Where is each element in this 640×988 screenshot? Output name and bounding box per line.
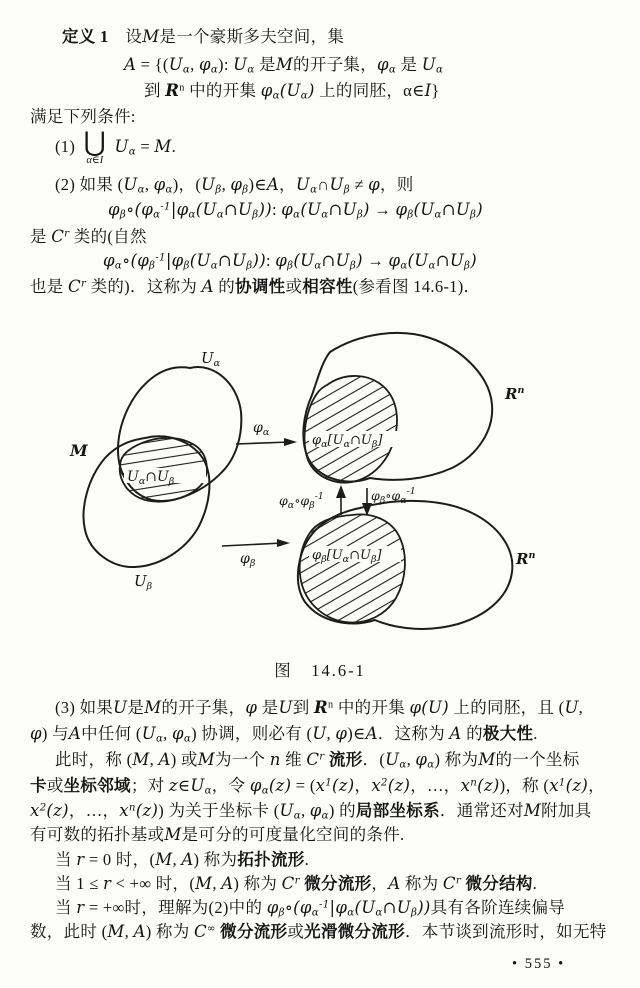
transition-up-label: $\varphi_\alpha\circ\varphi_\beta^{-1}$ — [279, 491, 324, 511]
definition-heading-line: 定义 1 设M是一个豪斯多夫空间，集 — [62, 27, 345, 46]
image-alpha-region — [305, 376, 397, 483]
overlap-label: $U_\alpha\cap U_\beta$ — [127, 469, 175, 487]
transition-down-label: $\varphi_\beta\circ\varphi_\alpha^{-1}$ — [371, 486, 416, 506]
U-beta-label: $U_\beta$ — [134, 572, 153, 592]
phi-beta-label: $\varphi_\beta$ — [240, 551, 256, 569]
manifold-definition-line-2: 卡或坐标邻域；对 $z\in U_\alpha$，令 $\varphi_\alpha(z) = (x^1(z)$，$x^2(z)$，…，$x^n(z)$)，称 ($x^1(z)$， — [30, 776, 605, 797]
topological-manifold-line: 当 r = 0 时，(M, A) 称为拓扑流形. — [55, 850, 309, 869]
condition-1-equation: $U_\alpha = M$. — [114, 136, 176, 158]
transition-up-arrowhead — [336, 485, 346, 498]
cr-class-line-1: 是 $C^r$ 类的(自然 — [30, 227, 147, 246]
phi-alpha-arrowhead — [284, 438, 297, 446]
union-symbol: ⋃ — [83, 127, 107, 157]
transition-formula-1: $\varphi_\beta\circ(\varphi_\alpha^{-1}|\varphi_\alpha(U_\alpha\cap U_\beta))$: $\varphi_\alpha(U_\alpha\cap U_\beta)$ → $\varphi_\beta(U_\alpha\cap U_\beta)$ — [108, 200, 483, 221]
manifold-definition-line-4: 有可数的拓扑基或M是可分的可度量化空间的条件. — [30, 825, 405, 844]
image-beta-region — [300, 514, 405, 622]
atlas-set-line-2: 到 $R^n$ 中的开集 $\varphi_\alpha(U_\alpha)$ 上的同胚，α∈I} — [144, 81, 440, 102]
condition-3-line-1: (3) 如果U是M的开子集，φ 是U到 $R^n$ 中的开集 φ(U) 上的同胚，且 (U, — [55, 698, 584, 717]
phi-beta-arrowhead — [277, 539, 290, 547]
phi-beta-arrow — [222, 543, 283, 546]
conditions-intro-line: 满足下列条件: — [30, 107, 136, 126]
manifold-definition-line-1: 此时，称 (M, A) 或M为一个 n 维 $C^r$ 流形．($U_\alpha$, $\varphi_\alpha$) 称为M的一个坐标 — [55, 750, 580, 771]
union-limits: α∈I — [86, 154, 104, 166]
manifold-definition-line-3: $x^2(z)$，…，$x^n(z)$) 为关于坐标卡 ($U_\alpha$, $\varphi_\alpha$) 的局部坐标系．通常还对M附加具 — [30, 801, 592, 822]
phi-alpha-label: $\varphi_\alpha$ — [253, 420, 270, 438]
manifold-M-label: M — [70, 441, 88, 460]
union-operator — [83, 127, 107, 166]
smooth-manifold-line-1: 当 r = +∞时，理解为(2)中的 $\varphi_\beta\circ(\varphi_\alpha^{-1}|\varphi_\alpha(U_\alpha\cap U_\beta))$具有各阶连续偏导 — [55, 898, 566, 919]
manifold-charts-figure — [0, 325, 640, 657]
phi-alpha-arrow — [236, 442, 290, 444]
figure-caption: 图 14.6-1 — [274, 661, 366, 680]
condition-1-line — [55, 127, 176, 166]
image-beta-label: $\varphi_\beta[U_\alpha\cap U_\beta]$ — [312, 548, 382, 565]
image-alpha-label: $\varphi_\alpha[U_\alpha\cap U_\beta]$ — [312, 433, 383, 450]
condition-2-line: (2) 如果 ($U_\alpha$, $\varphi_\alpha$)，($U_\beta$, $\varphi_\beta)\in A$，$U_\alpha\cap U_\beta \ne \varphi$，则 — [55, 175, 414, 196]
Rn-bottom-label: $R^n$ — [516, 550, 536, 568]
transition-formula-2: $\varphi_\alpha\circ(\varphi_\beta^{-1}|\varphi_\beta(U_\alpha\cap U_\beta))$: $\varphi_\beta(U_\alpha\cap U_\beta)$ → $\varphi_\alpha(U_\alpha\cap U_\beta)$ — [103, 251, 478, 272]
condition-1-index: (1) — [55, 136, 80, 156]
smooth-manifold-line-2: 数，此时 (M, A) 称为 C∞ 微分流形或光滑微分流形．本节谈到流形时，如无特 — [30, 922, 607, 941]
atlas-set-line-1: $A = \{(U_\alpha$, $\varphi_\alpha$): $U_\alpha$ 是M的开子集，$\varphi_\alpha$ 是 $U_\alpha$ — [124, 55, 444, 76]
Rn-top-label: $R^n$ — [505, 385, 525, 403]
cr-class-line-2: 也是 $C^r$ 类的)．这称为 A 的协调性或相容性(参看图 14.6-1)． — [30, 277, 481, 296]
U-alpha-label: $U_\alpha$ — [201, 349, 221, 369]
cr-manifold-line: 当 1 ≤ r < +∞ 时，(M, A) 称为 $C^r$ 微分流形，A 称为 $C^r$ 微分结构. — [55, 874, 538, 893]
condition-3-line-2: φ) 与A中任何 ($U_\alpha$, $\varphi_\alpha$) 协调，则必有 (U, φ)∈A．这称为 A 的极大性. — [30, 724, 538, 745]
page-number: • 555 • — [512, 956, 566, 972]
